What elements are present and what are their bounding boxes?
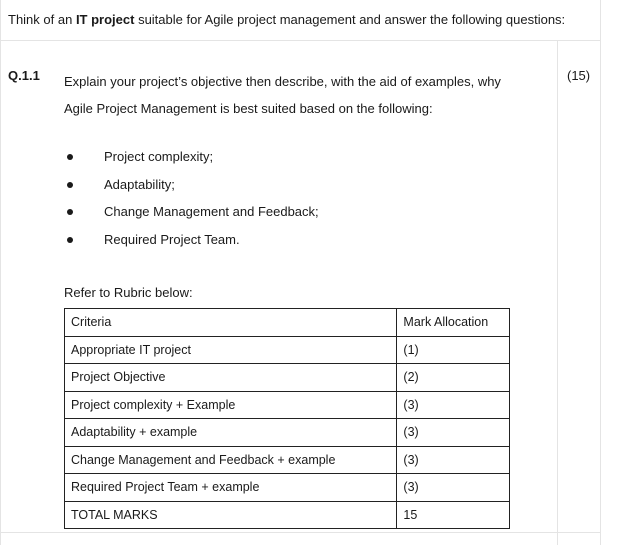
table-row [65, 419, 510, 447]
criteria-cell: Adaptability + example [65, 419, 397, 447]
criteria-cell: Project Objective [65, 364, 397, 392]
bullet-icon [67, 182, 73, 188]
table-border-left [0, 0, 1, 545]
intro-prefix: Think of an [8, 12, 76, 27]
question-text-line-1: Explain your project’s objective then describe, with the aid of examples, why [64, 74, 501, 89]
table-row [65, 364, 510, 392]
total-label-cell: TOTAL MARKS [65, 501, 397, 529]
bullet-icon [67, 154, 73, 160]
mark-cell: (3) [397, 474, 510, 502]
mark-cell: (3) [397, 419, 510, 447]
mark-cell: (2) [397, 364, 510, 392]
question-marks: (15) [567, 68, 591, 83]
rubric-table [64, 308, 510, 529]
bullet-text: Project complexity; [104, 149, 214, 164]
header-criteria: Criteria [65, 309, 397, 337]
mark-cell: (3) [397, 391, 510, 419]
table-border-right [600, 0, 601, 545]
table-total-row [65, 501, 510, 529]
bullet-icon [67, 209, 73, 215]
table-row [65, 391, 510, 419]
bullet-text: Change Management and Feedback; [104, 204, 319, 219]
intro-bold: IT project [75, 12, 135, 27]
table-row [65, 336, 510, 364]
question-number: Q.1.1 [8, 68, 40, 83]
question-text-line-2: Agile Project Management is best suited based on the following: [64, 101, 433, 116]
criteria-cell: Required Project Team + example [65, 474, 397, 502]
question-text [64, 68, 544, 122]
total-value-cell: 15 [397, 501, 510, 529]
criteria-cell: Change Management and Feedback + example [65, 446, 397, 474]
intro-suffix: suitable for Agile project management and answer the following questions: [134, 12, 566, 27]
table-row [65, 474, 510, 502]
bullet-icon [67, 237, 73, 243]
table-header-row [65, 309, 510, 337]
bullet-text: Adaptability; [104, 176, 175, 192]
criteria-cell: Project complexity + Example [65, 391, 397, 419]
header-mark-allocation: Mark Allocation [397, 309, 510, 337]
column-divider [557, 40, 558, 545]
mark-cell: (1) [397, 336, 510, 364]
criteria-cell: Appropriate IT project [65, 336, 397, 364]
bullet-text: Required Project Team. [104, 231, 240, 247]
table-row [65, 446, 510, 474]
rubric-intro: Refer to Rubric below: [64, 285, 193, 300]
row-divider [0, 40, 601, 41]
row-divider-bottom [0, 532, 601, 533]
intro-text [8, 12, 565, 27]
mark-cell: (3) [397, 446, 510, 474]
